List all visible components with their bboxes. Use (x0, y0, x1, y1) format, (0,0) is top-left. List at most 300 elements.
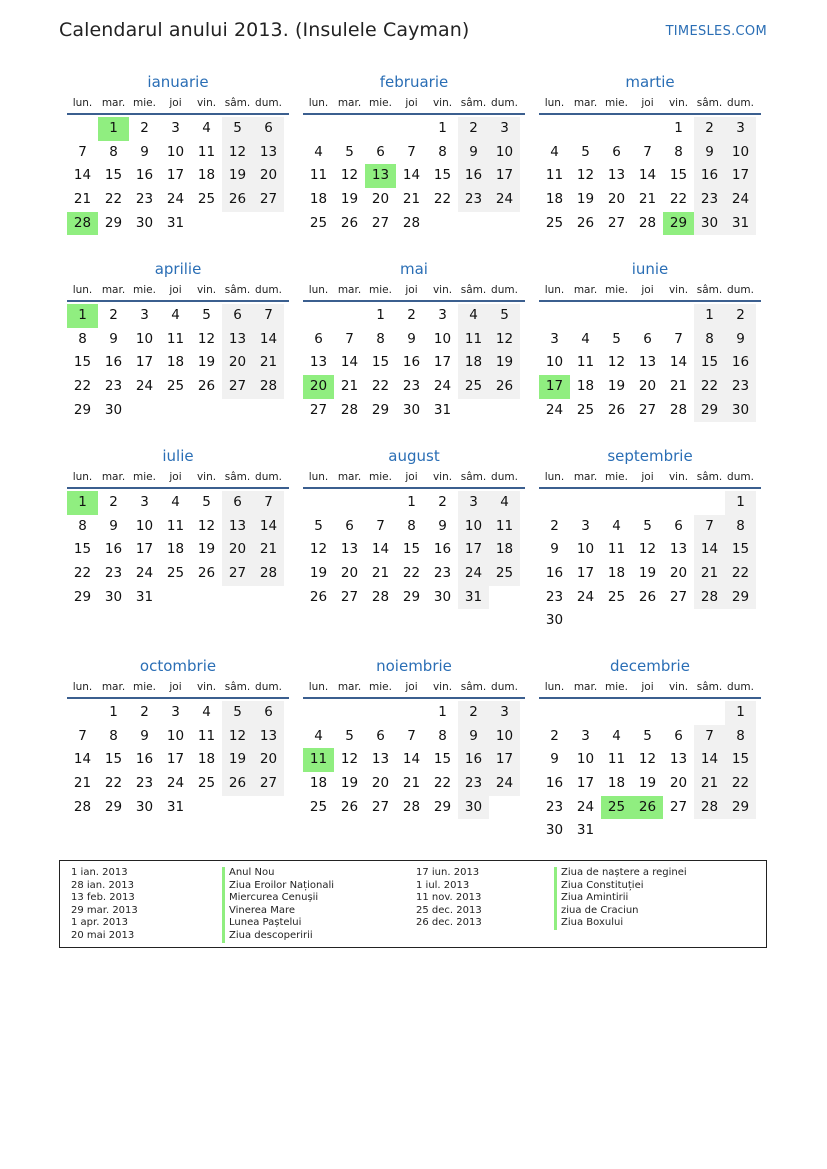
day-cell: 21 (694, 772, 725, 796)
empty-cell (334, 491, 365, 515)
month-name: februarie (379, 73, 449, 91)
day-cell: 8 (694, 328, 725, 352)
day-cell: 9 (550, 751, 559, 768)
month-name: iulie (162, 447, 194, 465)
weekday-label: joi (641, 97, 654, 109)
day-cell: 5 (202, 494, 211, 510)
day-cell: 28 (73, 798, 92, 815)
day-cell: 14 (638, 167, 657, 184)
day-cell: 1 (725, 701, 756, 725)
day-cell: 7 (253, 491, 284, 515)
day-cell: 10 (433, 330, 452, 347)
empty-cell (67, 117, 98, 141)
weekday-label: joi (169, 97, 182, 109)
day-cell: 3 (489, 701, 520, 725)
day-cell: 6 (643, 330, 652, 347)
day-cell: 19 (576, 191, 595, 208)
day-cell: 15 (371, 354, 390, 371)
legend-holiday-date: 1 apr. 2013 (71, 917, 129, 929)
day-cell: 10 (576, 541, 595, 558)
day-cell: 9 (458, 141, 489, 165)
empty-cell (396, 117, 427, 141)
legend-holiday-name: Anul Nou (222, 867, 334, 880)
weekday-label: lun. (544, 97, 565, 109)
day-cell: 24 (576, 588, 595, 605)
weekday-header (303, 467, 525, 489)
weekday-label: mar. (337, 681, 362, 693)
legend-holiday-date: 29 mar. 2013 (71, 904, 138, 916)
day-cell: 16 (402, 354, 421, 371)
weekday-label: sâm. (224, 284, 251, 296)
day-cell: 7 (376, 517, 385, 534)
day-cell: 20 (371, 775, 390, 792)
legend-holiday-name: Ziua Eroilor Naționali (222, 880, 334, 893)
day-cell: 10 (458, 515, 489, 539)
day-cell: 24 (166, 775, 185, 792)
day-cell: 12 (340, 751, 359, 768)
day-cell: 9 (694, 141, 725, 165)
weekday-label: dum. (255, 97, 282, 109)
day-cell: 13 (669, 751, 688, 768)
empty-cell (601, 304, 632, 328)
day-cell: 2 (407, 307, 416, 323)
legend-holiday-date: 26 dec. 2013 (416, 917, 482, 929)
day-cell: 11 (607, 541, 626, 558)
day-cell: 1 (438, 704, 447, 720)
day-cell: 19 (309, 565, 328, 582)
holiday-day-cell: 26 (632, 796, 663, 820)
legend-holiday-date: 11 nov. 2013 (416, 892, 482, 904)
empty-cell (539, 701, 570, 725)
day-cell: 15 (73, 354, 92, 371)
day-cell: 27 (253, 772, 284, 796)
day-cell: 3 (489, 117, 520, 141)
day-cell: 4 (314, 143, 323, 160)
day-cell: 6 (222, 491, 253, 515)
day-cell: 12 (576, 167, 595, 184)
weekday-label: lun. (308, 681, 329, 693)
day-cell: 18 (607, 565, 626, 582)
day-cell: 18 (197, 751, 216, 768)
empty-cell (632, 491, 663, 515)
empty-cell (570, 491, 601, 515)
day-cell: 25 (166, 378, 185, 395)
legend-holiday-name: Ziua Boxului (554, 917, 687, 930)
weekday-header (303, 93, 525, 115)
day-cell: 15 (402, 541, 421, 558)
day-cell: 2 (140, 704, 149, 720)
day-cell: 8 (376, 330, 385, 347)
weekday-label: lun. (72, 284, 93, 296)
day-cell: 6 (674, 517, 683, 534)
empty-cell (365, 701, 396, 725)
day-cell: 5 (612, 330, 621, 347)
day-cell: 18 (545, 191, 564, 208)
holiday-day-cell: 17 (539, 375, 570, 399)
weekday-header (303, 280, 525, 302)
day-cell: 26 (222, 188, 253, 212)
day-cell: 23 (458, 772, 489, 796)
day-cell: 17 (489, 748, 520, 772)
day-cell: 30 (458, 796, 489, 820)
empty-cell (663, 304, 694, 328)
weekday-label: mie. (605, 284, 628, 296)
day-cell: 30 (725, 399, 756, 423)
day-cell: 15 (433, 751, 452, 768)
day-cell: 2 (550, 727, 559, 744)
day-grid (539, 117, 756, 235)
empty-cell (663, 491, 694, 515)
day-cell: 9 (140, 727, 149, 744)
day-cell: 5 (643, 727, 652, 744)
day-cell: 12 (638, 541, 657, 558)
day-cell: 20 (222, 538, 253, 562)
day-cell: 20 (607, 191, 626, 208)
day-cell: 3 (438, 307, 447, 323)
weekday-label: dum. (727, 471, 754, 483)
day-cell: 5 (345, 727, 354, 744)
day-cell: 14 (402, 751, 421, 768)
weekday-label: dum. (727, 97, 754, 109)
day-cell: 11 (545, 167, 564, 184)
day-cell: 5 (222, 701, 253, 725)
day-cell: 19 (222, 164, 253, 188)
day-cell: 10 (489, 141, 520, 165)
day-cell: 18 (576, 378, 595, 395)
day-cell: 8 (78, 330, 87, 347)
day-cell: 8 (438, 143, 447, 160)
day-cell: 7 (694, 515, 725, 539)
day-cell: 11 (309, 167, 328, 184)
day-cell: 26 (197, 378, 216, 395)
day-cell: 27 (669, 798, 688, 815)
day-cell: 2 (550, 517, 559, 534)
weekday-label: mar. (337, 97, 362, 109)
day-cell: 9 (140, 143, 149, 160)
day-cell: 18 (458, 351, 489, 375)
weekday-header (67, 93, 289, 115)
day-cell: 25 (309, 798, 328, 815)
day-cell: 14 (73, 167, 92, 184)
day-cell: 31 (135, 588, 154, 605)
weekday-label: joi (169, 681, 182, 693)
day-cell: 2 (140, 120, 149, 136)
day-cell: 17 (433, 354, 452, 371)
day-cell: 27 (638, 401, 657, 418)
day-cell: 9 (407, 330, 416, 347)
day-cell: 10 (725, 141, 756, 165)
day-cell: 9 (725, 328, 756, 352)
day-cell: 26 (222, 772, 253, 796)
day-cell: 4 (202, 120, 211, 136)
day-cell: 19 (607, 378, 626, 395)
day-cell: 23 (135, 191, 154, 208)
day-cell: 29 (402, 588, 421, 605)
weekday-label: mie. (369, 97, 392, 109)
day-cell: 10 (166, 727, 185, 744)
day-cell: 17 (458, 538, 489, 562)
day-cell: 30 (135, 214, 154, 231)
day-cell: 11 (489, 515, 520, 539)
weekday-label: lun. (544, 471, 565, 483)
day-cell: 3 (140, 307, 149, 323)
day-cell: 15 (669, 167, 688, 184)
day-cell: 10 (135, 517, 154, 534)
day-cell: 4 (489, 491, 520, 515)
day-cell: 6 (222, 304, 253, 328)
empty-cell (632, 117, 663, 141)
weekday-label: sâm. (696, 97, 723, 109)
empty-cell (632, 701, 663, 725)
day-cell: 14 (694, 538, 725, 562)
day-cell: 2 (109, 307, 118, 323)
day-cell: 31 (458, 586, 489, 610)
day-cell: 27 (371, 798, 390, 815)
day-cell: 23 (402, 378, 421, 395)
day-cell: 3 (725, 117, 756, 141)
month-aprilie (67, 258, 289, 422)
day-cell: 11 (166, 330, 185, 347)
day-cell: 21 (402, 775, 421, 792)
legend-holiday-name: Ziua Constituției (554, 880, 687, 893)
day-cell: 24 (166, 191, 185, 208)
empty-cell (303, 701, 334, 725)
day-cell: 21 (669, 378, 688, 395)
day-cell: 20 (638, 378, 657, 395)
day-cell: 7 (643, 143, 652, 160)
day-cell: 11 (576, 354, 595, 371)
weekday-label: sâm. (460, 284, 487, 296)
weekday-label: mar. (573, 471, 598, 483)
empty-cell (303, 491, 334, 515)
day-cell: 21 (73, 775, 92, 792)
day-cell: 7 (407, 727, 416, 744)
day-cell: 10 (576, 751, 595, 768)
weekday-label: sâm. (224, 97, 251, 109)
day-cell: 28 (340, 401, 359, 418)
day-cell: 13 (253, 141, 284, 165)
weekday-label: sâm. (460, 681, 487, 693)
empty-cell (570, 701, 601, 725)
month-name: aprilie (154, 260, 202, 278)
day-cell: 27 (309, 401, 328, 418)
month-iulie (67, 445, 289, 609)
weekday-label: mar. (337, 471, 362, 483)
day-cell: 28 (694, 796, 725, 820)
day-cell: 12 (340, 167, 359, 184)
weekday-label: dum. (491, 284, 518, 296)
empty-cell (396, 701, 427, 725)
day-cell: 19 (222, 748, 253, 772)
day-grid (67, 701, 284, 819)
weekday-label: mie. (605, 471, 628, 483)
day-cell: 24 (576, 798, 595, 815)
day-cell: 29 (73, 401, 92, 418)
day-grid (303, 304, 520, 422)
weekday-label: mie. (133, 681, 156, 693)
day-cell: 6 (253, 701, 284, 725)
day-cell: 16 (135, 751, 154, 768)
day-cell: 9 (109, 517, 118, 534)
day-cell: 1 (376, 307, 385, 323)
day-cell: 4 (458, 304, 489, 328)
day-cell: 26 (340, 798, 359, 815)
day-cell: 26 (607, 401, 626, 418)
legend-names-col-1 (222, 867, 334, 943)
brand-logo-link[interactable]: TIMESLES.COM (665, 24, 767, 39)
day-cell: 24 (725, 188, 756, 212)
day-cell: 16 (104, 541, 123, 558)
day-cell: 4 (314, 727, 323, 744)
legend-holiday-name: Ziua de naștere a reginei (554, 867, 687, 880)
day-cell: 23 (104, 565, 123, 582)
day-cell: 29 (694, 399, 725, 423)
legend-holiday-date: 17 iun. 2013 (416, 867, 480, 878)
day-cell: 9 (458, 725, 489, 749)
day-cell: 19 (197, 541, 216, 558)
empty-cell (570, 304, 601, 328)
weekday-label: mie. (605, 97, 628, 109)
day-cell: 22 (73, 565, 92, 582)
day-cell: 17 (166, 167, 185, 184)
month-name: decembrie (610, 657, 690, 675)
day-cell: 19 (340, 775, 359, 792)
day-cell: 22 (433, 191, 452, 208)
weekday-label: dum. (255, 681, 282, 693)
holiday-day-cell: 1 (67, 304, 98, 328)
day-cell: 5 (643, 517, 652, 534)
day-cell: 3 (550, 330, 559, 347)
day-cell: 8 (407, 517, 416, 534)
weekday-label: vin. (196, 681, 217, 693)
weekday-label: mie. (133, 284, 156, 296)
day-cell: 27 (253, 188, 284, 212)
day-cell: 18 (197, 167, 216, 184)
day-cell: 25 (576, 401, 595, 418)
day-cell: 21 (694, 562, 725, 586)
day-cell: 11 (197, 727, 216, 744)
day-cell: 5 (581, 143, 590, 160)
weekday-label: lun. (308, 97, 329, 109)
day-cell: 19 (638, 565, 657, 582)
weekday-label: mie. (369, 284, 392, 296)
day-cell: 7 (694, 725, 725, 749)
day-cell: 30 (694, 212, 725, 236)
day-cell: 1 (674, 120, 683, 136)
weekday-label: vin. (668, 471, 689, 483)
day-cell: 3 (581, 727, 590, 744)
day-cell: 4 (171, 494, 180, 510)
day-cell: 13 (222, 328, 253, 352)
weekday-label: joi (641, 471, 654, 483)
day-cell: 27 (222, 375, 253, 399)
day-cell: 17 (725, 164, 756, 188)
day-cell: 13 (253, 725, 284, 749)
day-cell: 28 (253, 375, 284, 399)
day-cell: 12 (489, 328, 520, 352)
month-name: mai (400, 260, 428, 278)
day-cell: 2 (725, 304, 756, 328)
empty-cell (334, 304, 365, 328)
weekday-header (539, 280, 761, 302)
day-cell: 25 (607, 588, 626, 605)
weekday-label: mar. (101, 471, 126, 483)
day-cell: 24 (135, 565, 154, 582)
day-cell: 30 (545, 822, 564, 839)
day-cell: 29 (73, 588, 92, 605)
day-cell: 7 (78, 727, 87, 744)
day-cell: 8 (438, 727, 447, 744)
day-cell: 27 (340, 588, 359, 605)
day-cell: 31 (433, 401, 452, 418)
day-cell: 16 (135, 167, 154, 184)
day-cell: 14 (73, 751, 92, 768)
day-cell: 6 (376, 143, 385, 160)
empty-cell (539, 491, 570, 515)
day-cell: 19 (197, 354, 216, 371)
day-cell: 18 (166, 354, 185, 371)
day-cell: 14 (371, 541, 390, 558)
day-cell: 27 (222, 562, 253, 586)
day-cell: 6 (314, 330, 323, 347)
empty-cell (601, 117, 632, 141)
day-cell: 3 (458, 491, 489, 515)
day-cell: 5 (314, 517, 323, 534)
weekday-label: mie. (133, 471, 156, 483)
day-cell: 4 (612, 517, 621, 534)
day-cell: 28 (669, 401, 688, 418)
month-name: august (388, 447, 440, 465)
day-cell: 25 (545, 214, 564, 231)
day-cell: 20 (371, 191, 390, 208)
weekday-label: sâm. (224, 681, 251, 693)
day-cell: 7 (253, 304, 284, 328)
day-cell: 22 (725, 772, 756, 796)
day-cell: 12 (309, 541, 328, 558)
day-cell: 13 (340, 541, 359, 558)
day-cell: 14 (694, 748, 725, 772)
day-cell: 30 (135, 798, 154, 815)
legend-holiday-name: Ziua descoperirii (222, 930, 334, 943)
month-iunie (539, 258, 761, 422)
day-cell: 18 (166, 541, 185, 558)
day-cell: 1 (407, 494, 416, 510)
day-cell: 23 (545, 798, 564, 815)
day-cell: 13 (222, 515, 253, 539)
day-cell: 29 (104, 798, 123, 815)
legend-names-col-2 (554, 867, 687, 930)
day-cell: 26 (576, 214, 595, 231)
weekday-label: joi (641, 681, 654, 693)
day-cell: 7 (674, 330, 683, 347)
day-cell: 4 (171, 307, 180, 323)
day-cell: 22 (669, 191, 688, 208)
day-cell: 18 (607, 775, 626, 792)
weekday-label: sâm. (696, 681, 723, 693)
day-grid (539, 304, 756, 422)
day-cell: 5 (202, 307, 211, 323)
day-cell: 9 (550, 541, 559, 558)
day-cell: 24 (458, 562, 489, 586)
day-cell: 31 (725, 212, 756, 236)
day-cell: 8 (674, 143, 683, 160)
weekday-label: vin. (432, 284, 453, 296)
day-cell: 15 (725, 748, 756, 772)
day-cell: 24 (433, 378, 452, 395)
month-name: octombrie (139, 657, 217, 675)
legend-holiday-date: 28 ian. 2013 (71, 879, 134, 891)
day-cell: 15 (725, 538, 756, 562)
